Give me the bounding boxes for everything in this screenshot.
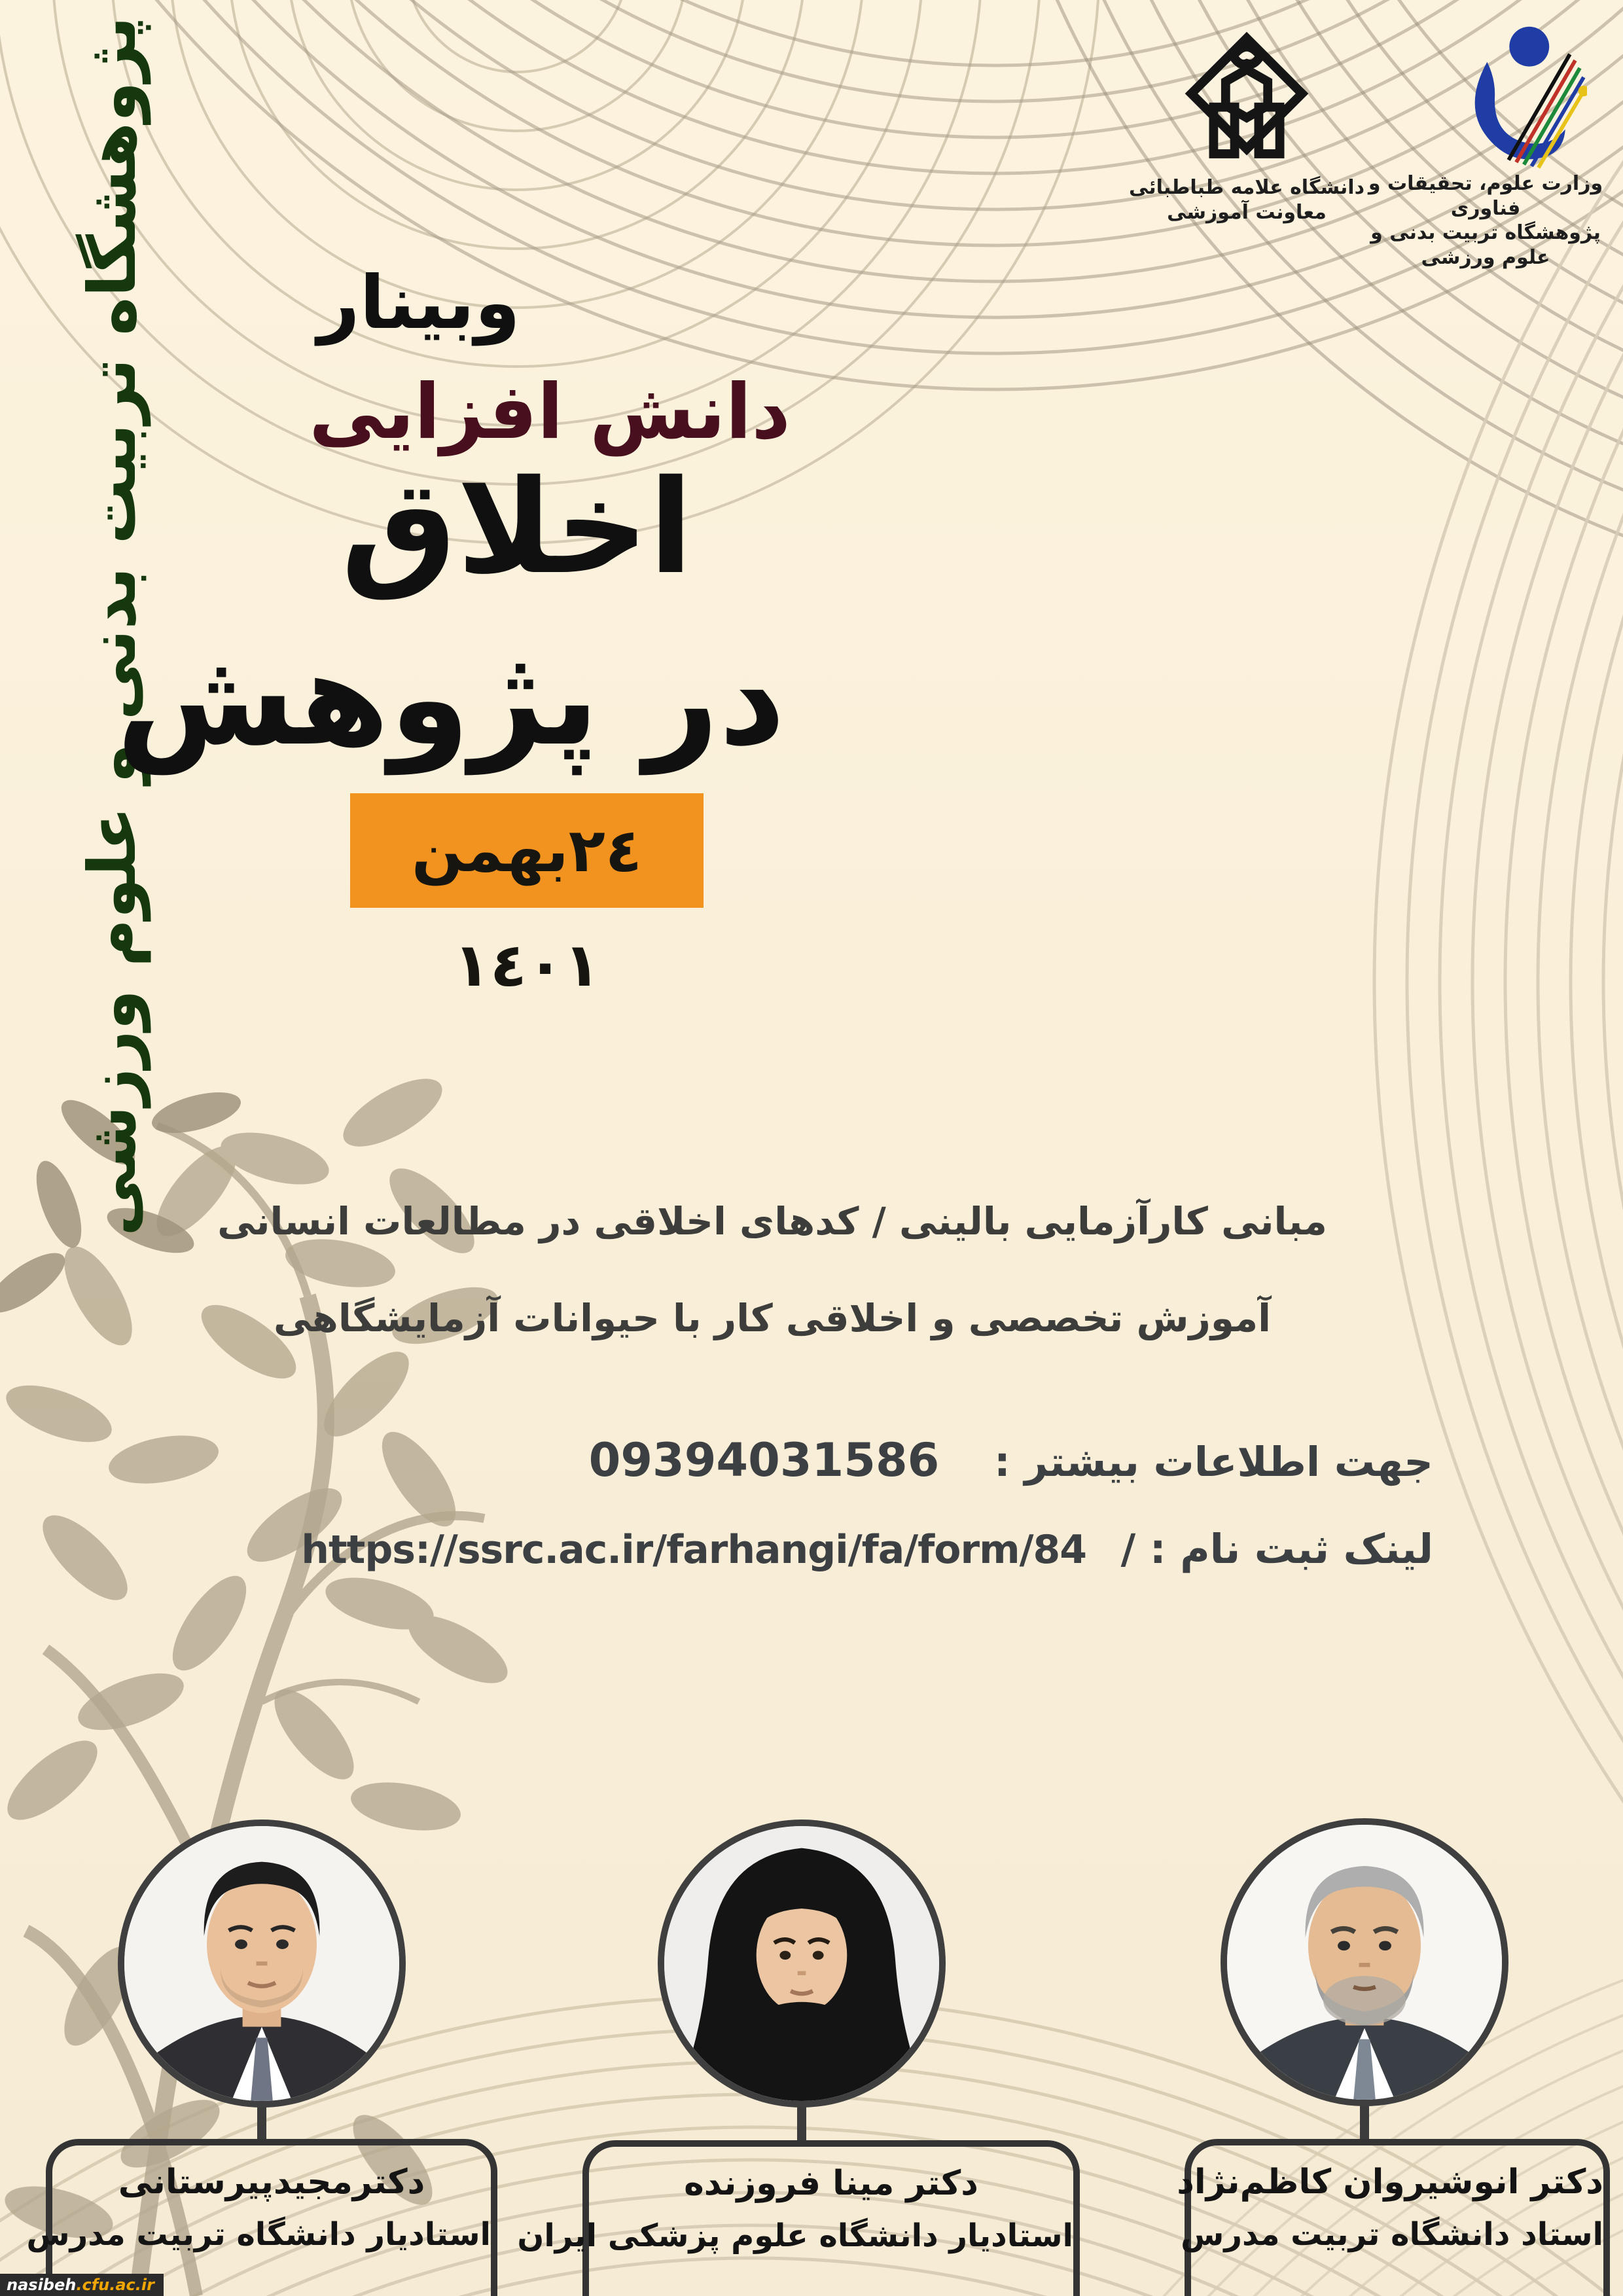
- portrait-man-gray-hair: [1227, 1825, 1502, 2100]
- ministry-caption-line1: وزارت علوم، تحقیقات و فناوری: [1368, 172, 1603, 220]
- speaker-role: استاد دانشگاه تربیت مدرس: [1181, 2216, 1603, 2253]
- registration-line: [301, 1525, 1433, 1573]
- ministry-caption-line2: پژوهشگاه تربیت بدنی و علوم ورزشی: [1370, 221, 1601, 269]
- date-badge: ٢٤بهمن ١٤٠١: [350, 793, 704, 908]
- atu-university-logo: [1171, 18, 1322, 169]
- contact-info-line: [589, 1433, 1433, 1487]
- watermark-domain: .cfu.ac.ir: [76, 2276, 154, 2294]
- speaker-photo-pirestani: [118, 1820, 406, 2108]
- speaker-photo-kazemnejad: [1221, 1818, 1508, 2106]
- speaker-plate-forouzandeh: [517, 2140, 1080, 2296]
- speaker-name: دکترمجیدپیرستانی: [118, 2162, 425, 2202]
- contact-phone-number: 09394031586: [588, 1433, 940, 1487]
- title-subtitle: دانش افزایی: [309, 368, 791, 456]
- institute-vertical-title: پژوهشگاه تربیت بدنی و علوم ورزشی: [74, 16, 151, 1236]
- atu-logo-caption: [1126, 175, 1368, 224]
- portrait-woman-hijab: [664, 1826, 939, 2101]
- topics-line2: آموزش تخصصی و اخلاقی کار با حیوانات آزمایشگاهی: [273, 1296, 1272, 1340]
- atu-caption-line2: معاونت آموزشی: [1167, 200, 1327, 224]
- speaker-role: استادیار دانشگاه علوم پزشکی ایران: [517, 2217, 1073, 2254]
- registration-url: https://ssrc.ac.ir/farhangi/fa/form/84: [301, 1527, 1087, 1573]
- speaker-role: استادیار دانشگاه تربیت مدرس: [26, 2216, 491, 2253]
- watermark: [0, 2274, 164, 2296]
- speaker-plate-kazemnejad: [1177, 2139, 1610, 2296]
- watermark-user: nasibeh: [7, 2276, 77, 2294]
- title-main-line1: اخلاق: [341, 452, 693, 603]
- contact-info-label: جهت اطلاعات بیشتر :: [993, 1438, 1433, 1486]
- portrait-man-dark-hair: [124, 1826, 399, 2101]
- title-main-line2: در پژوهش: [116, 623, 785, 774]
- registration-label: لینک ثبت نام : /: [1120, 1525, 1433, 1573]
- speaker-name: دکتر مینا فروزنده: [684, 2164, 978, 2203]
- ministry-logo: [1433, 14, 1587, 171]
- ministry-logo-caption: [1355, 171, 1616, 270]
- speaker-photo-forouzandeh: [658, 1820, 946, 2108]
- atu-caption-line1: دانشگاه علامه طباطبائی: [1129, 176, 1364, 199]
- topics-line1: مبانی کارآزمایی بالینی / کدهای اخلاقی در مطالعات انسانی: [217, 1199, 1327, 1244]
- speaker-name: دکتر انوشیروان کاظم‌نژاد: [1177, 2162, 1603, 2202]
- title-kicker: وبینار: [317, 260, 520, 346]
